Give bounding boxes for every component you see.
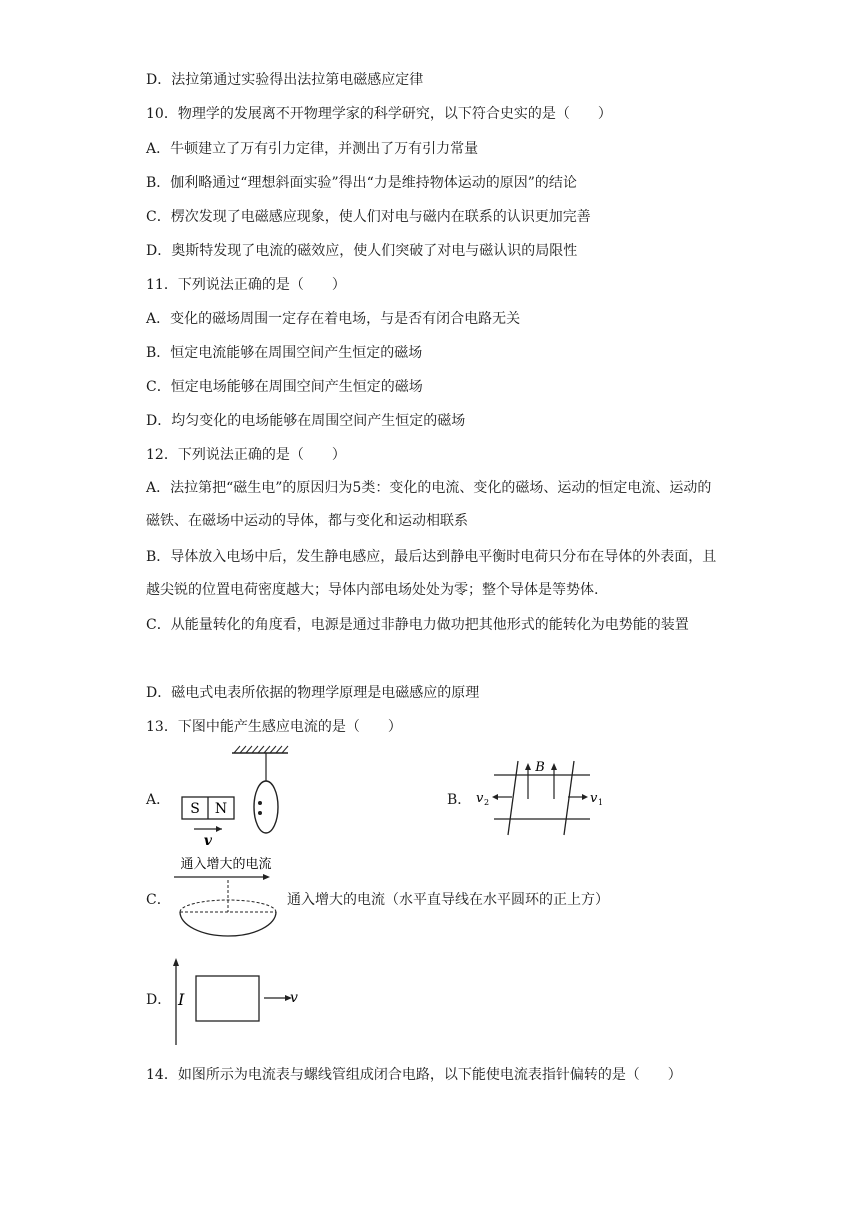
question-13: 13．下图中能产生感应电流的是（ ） [146,719,402,735]
option-c-label: C． [146,892,171,908]
magnet-s-label: S [190,801,200,817]
field-b-label: B [535,760,545,775]
v2-subscript: 2 [484,798,490,807]
option-b-label: B． [447,792,472,808]
question-14: 14．如图所示为电流表与螺线管组成闭合电路，以下能使电流表指针偏转的是（ ） [146,1067,682,1083]
question-12-option-d: D．磁电式电表所依据的物理学原理是电磁感应的原理 [146,685,480,701]
option-d-label: D． [146,992,172,1008]
figure-wire-ring [170,852,285,944]
question-11-option-c: C．恒定电场能够在周围空间产生恒定的磁场 [146,379,423,395]
figure-wire-loop [166,955,306,1050]
question-12-option-c: C．从能量转化的角度看，电源是通过非静电力做功把其他形式的能转化为电势能的装置 [146,617,689,633]
question-11-option-a: A．变化的磁场周围一定存在着电场，与是否有闭合电路无关 [146,311,521,327]
question-12-option-b: B．导体放入电场中后，发生静电感应，最后达到静电平衡时电荷只分布在导体的外表面，且越尖锐的位置电荷密度越大；导体内部电场处处为零；整个导体是等势体. [146,549,717,598]
question-11: 11．下列说法正确的是（ ） [146,277,346,293]
option-d-prev: D．法拉第通过实验得出法拉第电磁感应定律 [146,72,424,88]
v2-label: v [476,791,484,806]
velocity-label-d: v [290,990,298,1006]
v1-label: v [590,791,598,806]
wire-caption: 通入增大的电流 [180,857,272,872]
question-10-option-d: D．奥斯特发现了电流的磁效应，使人们突破了对电与磁认识的局限性 [146,243,578,259]
question-12: 12．下列说法正确的是（ ） [146,447,346,463]
option-c-note: 通入增大的电流（水平直导线在水平圆环的正上方） [287,892,609,908]
question-10-option-b: B．伽利略通过“理想斜面实验”得出“力是维持物体运动的原因”的结论 [146,175,577,191]
velocity-label: v [203,833,213,849]
question-10-option-a: A．牛顿建立了万有引力定律，并测出了万有引力常量 [146,141,479,157]
figure-magnet-ring [176,745,296,850]
question-11-option-d: D．均匀变化的电场能够在周围空间产生恒定的磁场 [146,413,466,429]
option-a-label: A． [146,792,171,808]
v1-subscript: 1 [598,798,604,807]
figure-rails [470,755,610,840]
question-10-option-c: C．楞次发现了电磁感应现象，使人们对电与磁内在联系的认识更加完善 [146,209,591,225]
current-label: I [178,990,185,1009]
question-11-option-b: B．恒定电流能够在周围空间产生恒定的磁场 [146,345,423,361]
magnet-n-label: N [214,801,228,817]
question-12-option-a: A．法拉第把“磁生电”的原因归为5类：变化的电流、变化的磁场、运动的恒定电流、运动的磁铁、在磁场中运动的导体，都与变化和运动相联系 [146,480,712,529]
question-10: 10．物理学的发展离不开物理学家的科学研究，以下符合史实的是（ ） [146,106,612,122]
